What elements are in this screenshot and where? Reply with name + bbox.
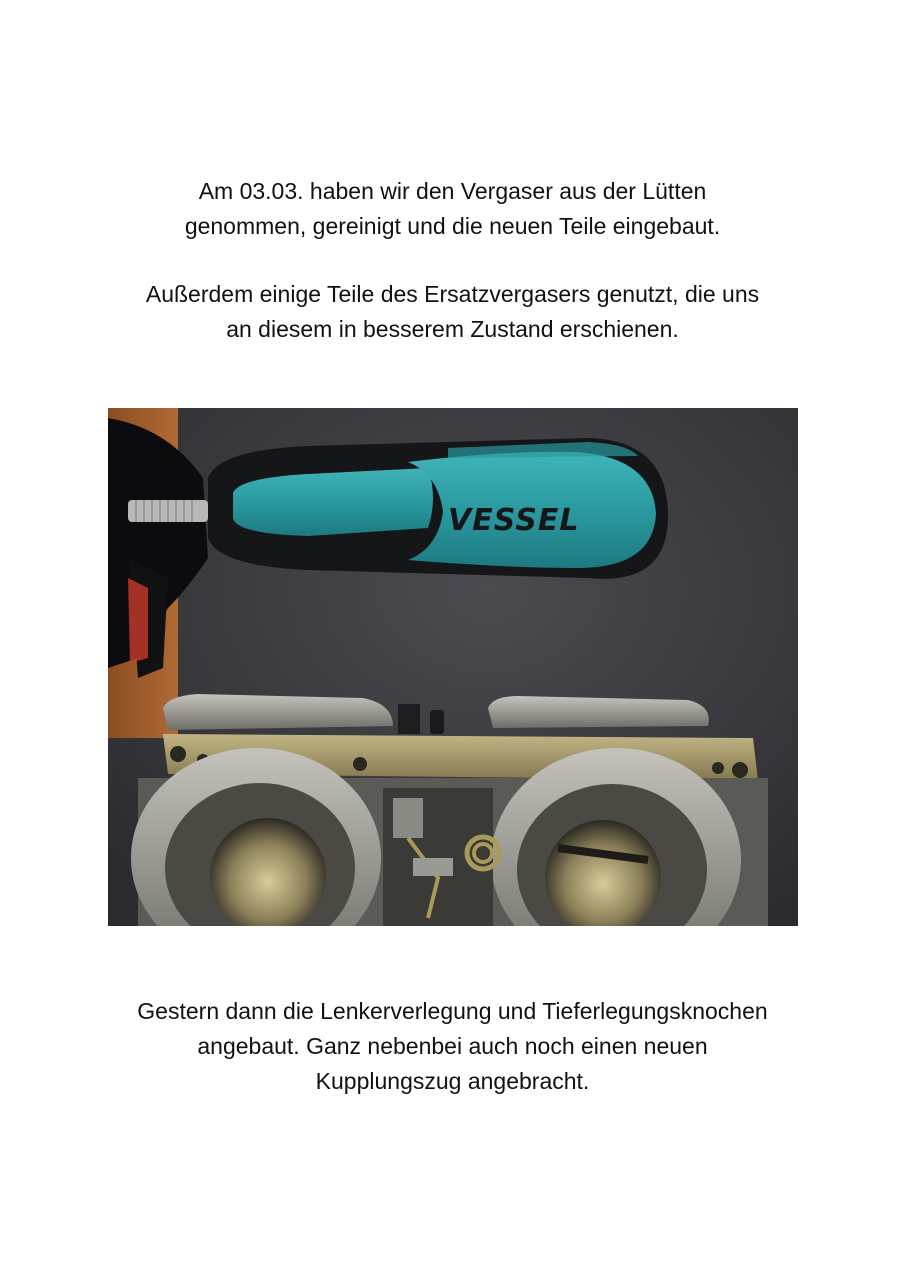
paragraph-line: Kupplungszug angebracht. (315, 1068, 590, 1094)
paragraph-line: an diesem in besserem Zustand erschienen. (226, 316, 679, 342)
vessel-brand-label: VESSEL (448, 503, 580, 538)
paragraph-intro (0, 174, 905, 244)
paragraph-line: angebaut. Ganz nebenbei auch noch einen neuen (197, 1033, 708, 1059)
carburetor-photo-illustration (108, 408, 798, 926)
paragraph-yesterday (0, 994, 905, 1099)
paragraph-line: genommen, gereinigt und die neuen Teile eingebaut. (184, 213, 721, 239)
paragraph-line: Außerdem einige Teile des Ersatzvergasers genutzt, die uns (145, 281, 760, 307)
paragraph-spare-parts (0, 277, 905, 347)
carburetor-photo (108, 408, 798, 926)
paragraph-line: Gestern dann die Lenkerverlegung und Tieferlegungsknochen (137, 998, 768, 1024)
paragraph-line: Am 03.03. haben wir den Vergaser aus der Lütten (198, 178, 707, 204)
